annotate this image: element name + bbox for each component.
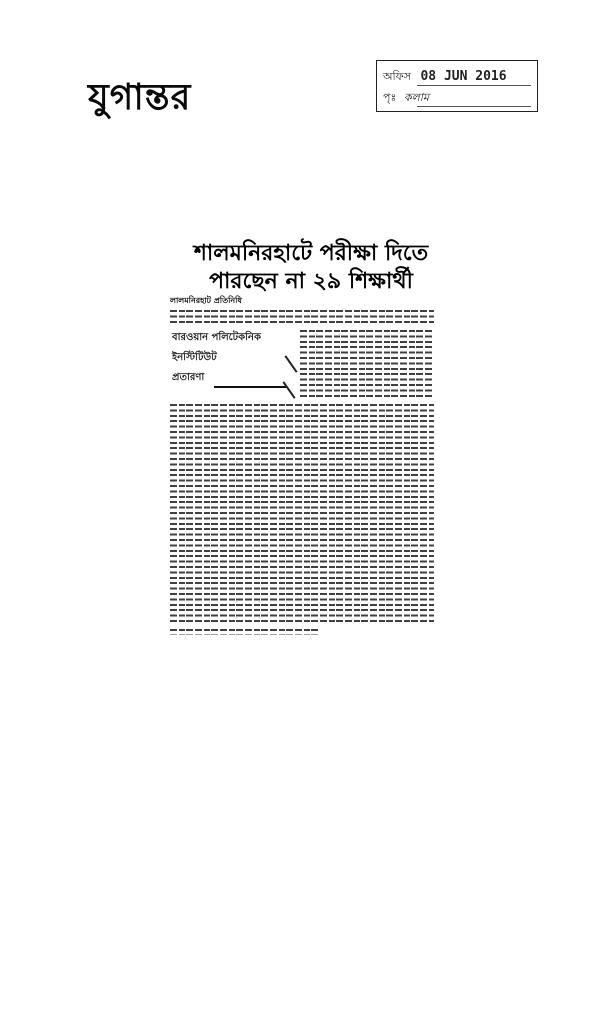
article-inset-box (172, 328, 287, 394)
headline-line-1: শালমনিরহাটে পরীক্ষা দিতে (193, 241, 429, 266)
stamp-rule-bottom (417, 106, 531, 107)
stamp-label-office: অফিস (383, 70, 411, 83)
article-headline (180, 240, 442, 296)
article-text-block-intro (170, 308, 434, 326)
newspaper-masthead: যুগান্তর (88, 77, 192, 118)
inset-line-3: প্রতারণা (172, 372, 205, 383)
article-body-text (170, 402, 434, 624)
headline-line-2: পারছেন না ২৯ শিক্ষার্থী (209, 269, 413, 294)
inset-line-2: ইনস্টিটিউট (172, 352, 217, 363)
article-text-last-line (170, 627, 320, 635)
article-byline: লালমনিরহাট প্রতিনিধি (170, 296, 242, 305)
stamp-date: 08 JUN 2016 (420, 69, 507, 84)
archive-date-stamp (376, 60, 538, 112)
inset-line-1: বারওয়ান পলিটেকনিক (172, 332, 261, 343)
article-text-column-right (300, 328, 434, 398)
newspaper-clipping (160, 232, 442, 650)
inset-underline (214, 386, 286, 388)
stamp-rule (417, 85, 531, 86)
stamp-handwritten-note: কলাম (403, 91, 430, 104)
stamp-label-page: পৃঃ (383, 91, 397, 104)
